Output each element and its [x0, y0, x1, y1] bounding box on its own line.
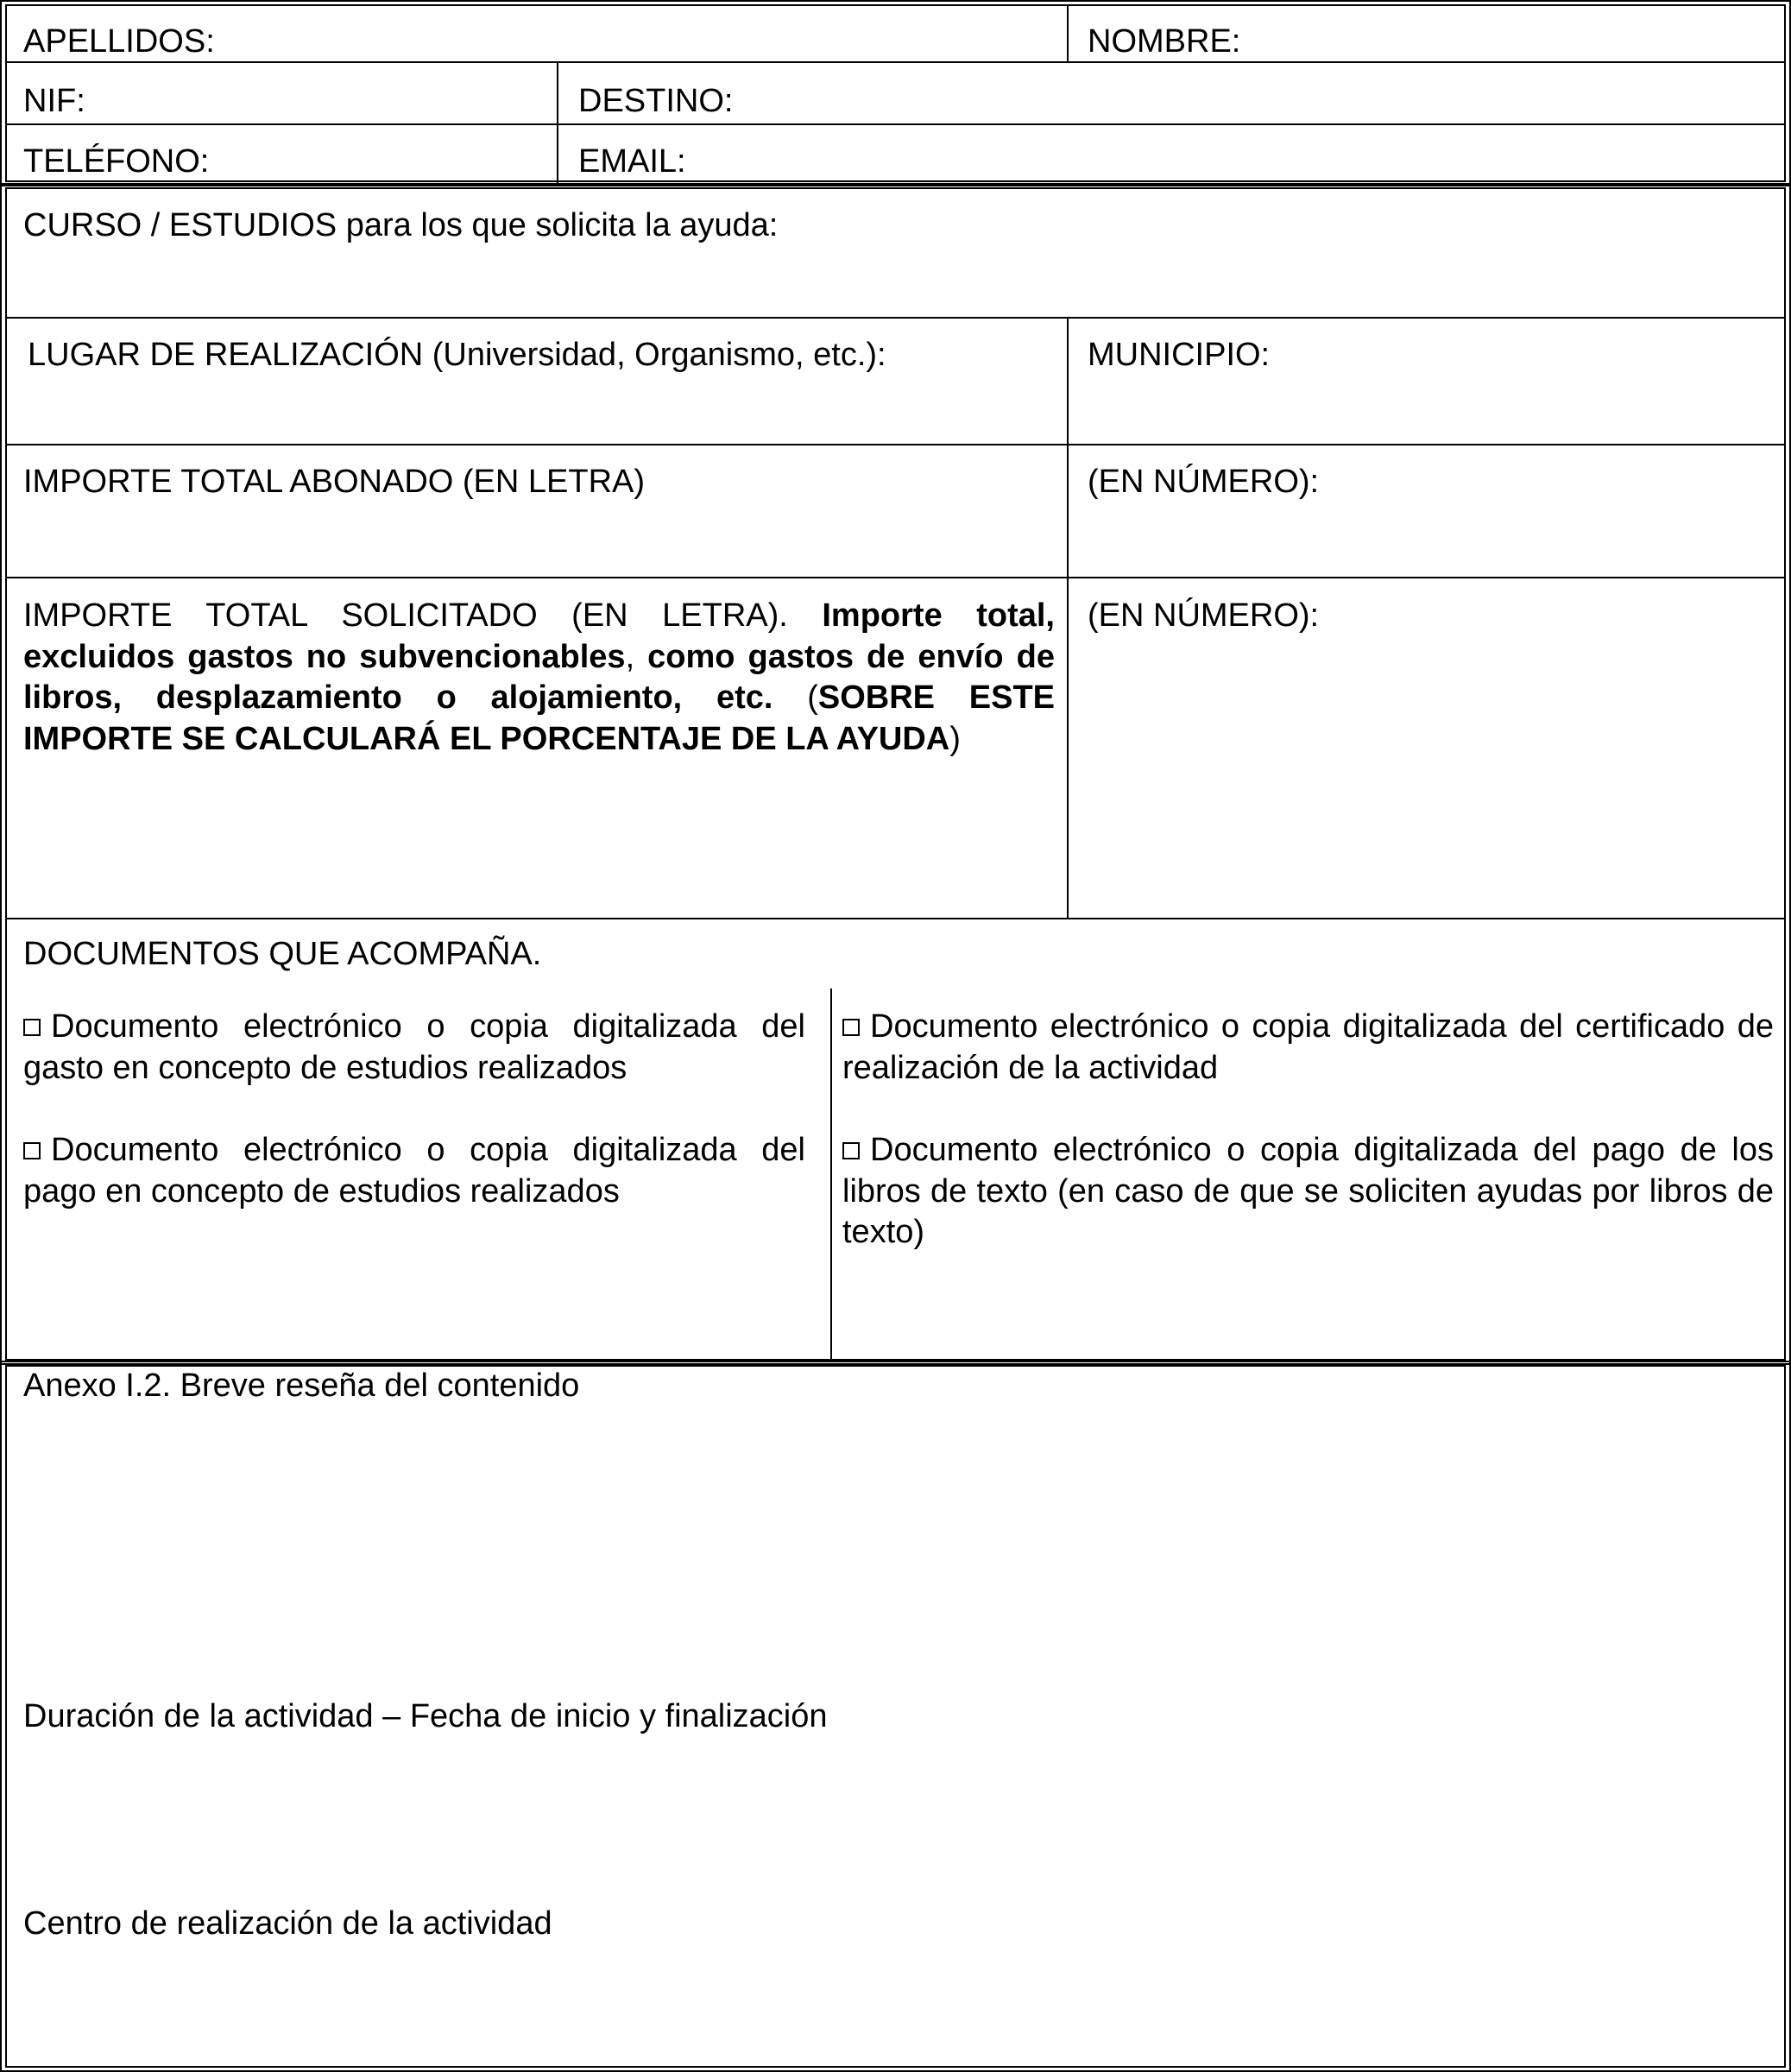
email-field-label: EMAIL: — [578, 143, 686, 180]
documentos-title: DOCUMENTOS QUE ACOMPAÑA. — [23, 936, 542, 972]
importe-abonado-letra-label: IMPORTE TOTAL ABONADO (EN LETRA) — [23, 464, 646, 500]
importe-solicitado-text: , — [625, 638, 648, 675]
checkbox[interactable] — [23, 1019, 41, 1036]
divider — [5, 918, 1786, 919]
duracion-field-label: Duración de la actividad – Fecha de inicio y finalización — [23, 1698, 828, 1734]
checkbox[interactable] — [842, 1142, 860, 1159]
municipio-field-label: MUNICIPIO: — [1088, 337, 1271, 373]
documento-gasto-label: Documento electrónico o copia digitalizada del gasto en concepto de estudios realizados — [23, 1008, 805, 1086]
documento-pago-label: Documento electrónico o copia digitalizada del pago en concepto de estudios realizados — [23, 1132, 805, 1210]
curso-field-label: CURSO / ESTUDIOS para los que solicita la ayuda: — [23, 207, 779, 243]
divider — [5, 577, 1786, 578]
divider — [557, 61, 558, 183]
importe-solicitado-letra-label — [23, 596, 1055, 760]
documento-pago-option[interactable] — [23, 1130, 805, 1212]
divider — [5, 123, 1786, 125]
documento-libros-label: Documento electrónico o copia digitalizada del pago de los libros de texto (en caso de que se soliciten ayudas por libros de texto) — [842, 1132, 1774, 1250]
documento-libros-option[interactable] — [842, 1130, 1774, 1254]
importe-solicitado-emphasis: como gastos de envío de libros, desplazamiento o alojamiento, etc. — [23, 638, 1055, 716]
divider — [830, 989, 832, 1361]
apellidos-field-label: APELLIDOS: — [23, 23, 215, 60]
telefono-field-label: TELÉFONO: — [23, 143, 210, 180]
divider — [1067, 4, 1069, 62]
importe-solicitado-text: ) — [949, 720, 961, 757]
documento-gasto-option[interactable] — [23, 1007, 805, 1089]
nombre-field-label: NOMBRE: — [1088, 23, 1241, 60]
checkbox[interactable] — [23, 1142, 41, 1159]
importe-solicitado-text: IMPORTE TOTAL SOLICITADO (EN LETRA). — [23, 597, 823, 634]
destino-field-label: DESTINO: — [578, 83, 734, 119]
importe-solicitado-emphasis: SOBRE ESTE IMPORTE SE CALCULARÁ EL PORCENTAJE DE LA AYUDA — [23, 679, 1055, 757]
nif-field-label: NIF: — [23, 83, 85, 119]
resena-field-label: Anexo I.2. Breve reseña del contenido — [23, 1368, 580, 1404]
divider — [5, 317, 1786, 319]
documento-certificado-option[interactable] — [842, 1007, 1774, 1089]
divider — [1067, 317, 1069, 919]
checkbox[interactable] — [842, 1019, 860, 1036]
divider — [5, 61, 1786, 63]
importe-solicitado-emphasis: Importe total, excluidos gastos no subvencionables — [23, 597, 1055, 675]
personal-data-inner — [5, 4, 1786, 182]
importe-solicitado-numero-label: (EN NÚMERO): — [1088, 597, 1320, 634]
lugar-field-label: LUGAR DE REALIZACIÓN (Universidad, Organismo, etc.): — [28, 337, 886, 373]
documento-certificado-label: Documento electrónico o copia digitalizada del certificado de realización de la actividad — [842, 1008, 1774, 1086]
divider — [5, 444, 1786, 445]
centro-field-label: Centro de realización de la actividad — [23, 1905, 552, 1942]
importe-solicitado-text: ( — [773, 679, 818, 716]
importe-abonado-numero-label: (EN NÚMERO): — [1088, 464, 1320, 500]
